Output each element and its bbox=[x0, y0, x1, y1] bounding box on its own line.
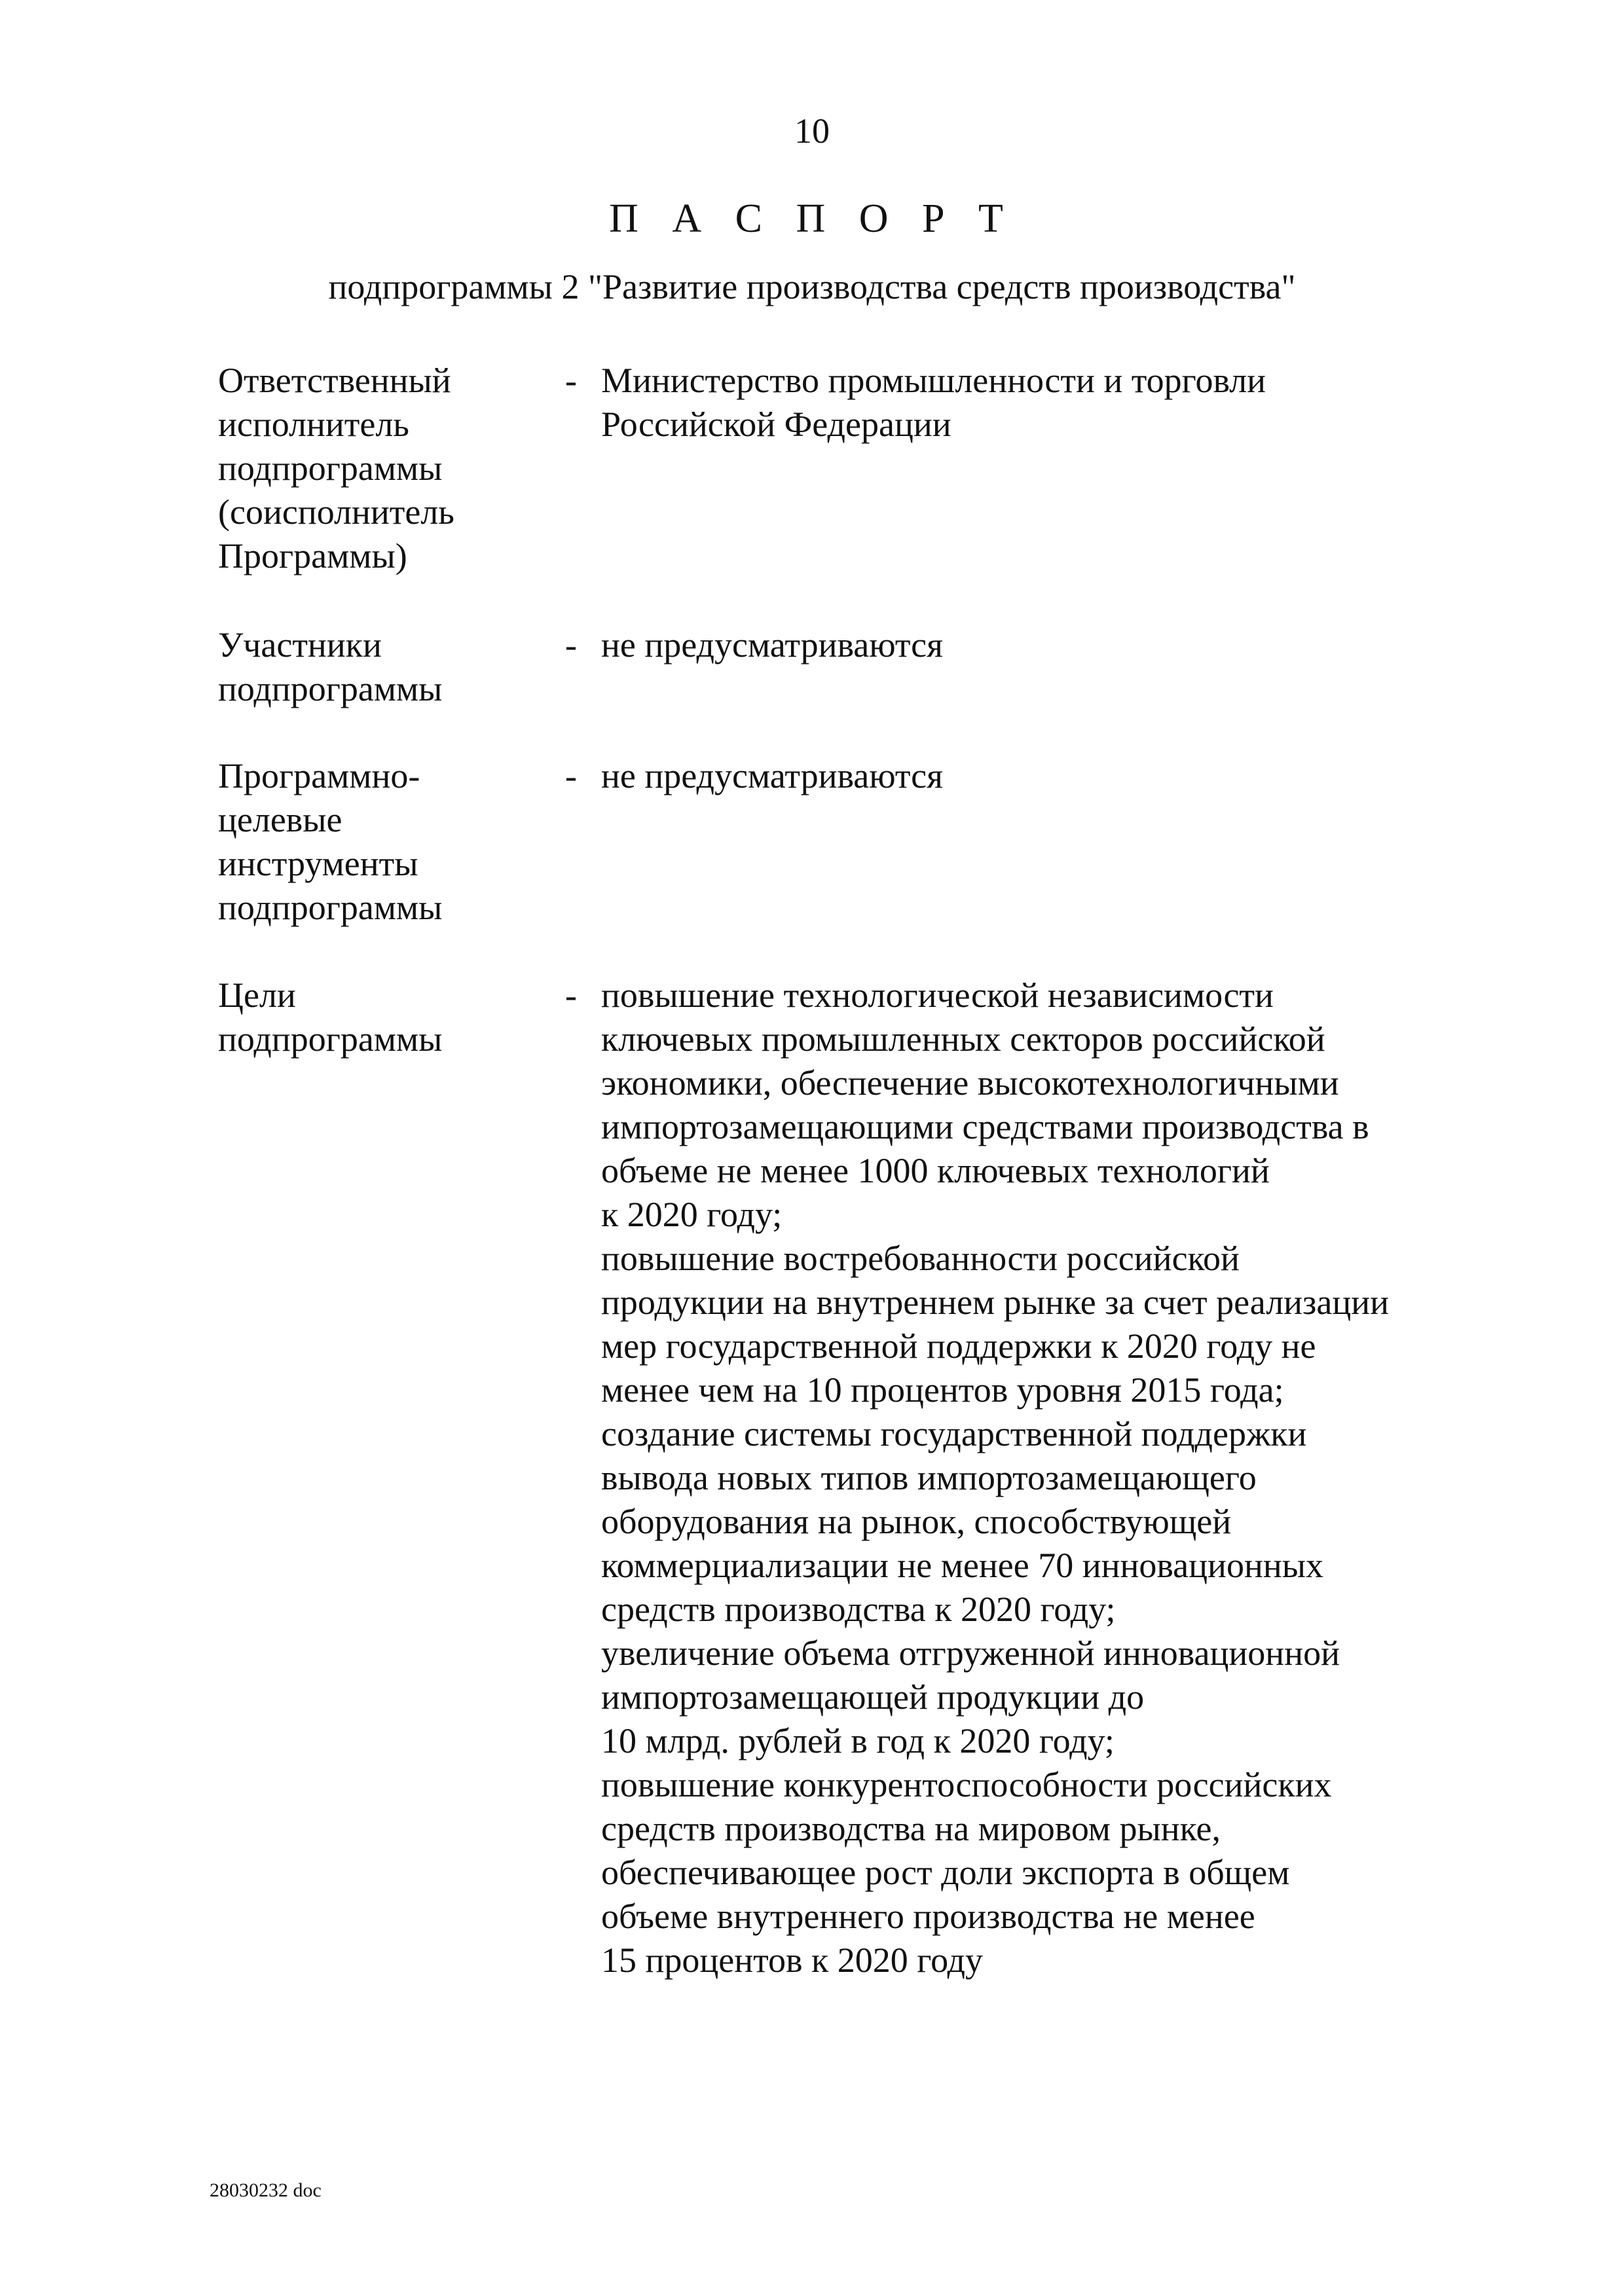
row-dash: - bbox=[565, 756, 577, 795]
row-value-participants: не предусматриваются bbox=[601, 625, 943, 665]
row-label-instruments: Программно- целевые инструменты подпрограммы bbox=[218, 756, 443, 927]
row-label-participants: Участники подпрограммы bbox=[218, 625, 443, 708]
document-subtitle: подпрограммы 2 "Развитие производства средств производства" bbox=[328, 267, 1296, 306]
row-label-goals: Цели подпрограммы bbox=[218, 975, 443, 1059]
row-value-goals: повышение технологической независимости ключевых промышленных секторов российской экономики, обеспечение высокотехнологичными импортозамещающими средствами производства в объеме не менее 1000 ключевых технологий к 2020 году; повышение востребованности российской продукции на внутреннем рынке за счет реализации мер государственной поддержки к 2020 году не менее чем на 10 процентов уровня 2015 года; создание системы государственной поддержки вывода новых типов импортозамещающего оборудования на рынок, способствующей коммерциализации не менее 70 инновационных средств производства к 2020 году; увеличение объема отгруженной инновационной импортозамещающей продукции до 10 млрд. рублей в год к 2020 году; повышение конкурентоспособности российских средств производства на мировом рынке, обеспечивающее рост доли экспорта в общем объеме внутреннего производства не менее 15 процентов к 2020 году bbox=[601, 975, 1390, 1980]
row-label-responsible: Ответственный исполнитель подпрограммы (соисполнитель Программы) bbox=[218, 361, 454, 575]
row-dash: - bbox=[565, 625, 577, 665]
row-value-responsible: Министерство промышленности и торговли Российской Федерации bbox=[601, 361, 1266, 444]
row-dash: - bbox=[565, 975, 577, 1015]
page-number: 10 bbox=[794, 111, 830, 151]
document-file-reference: 28030232 doc bbox=[210, 2179, 322, 2201]
document-title: П А С П О Р Т bbox=[609, 196, 1015, 241]
row-dash: - bbox=[565, 361, 577, 400]
row-value-instruments: не предусматриваются bbox=[601, 756, 943, 795]
